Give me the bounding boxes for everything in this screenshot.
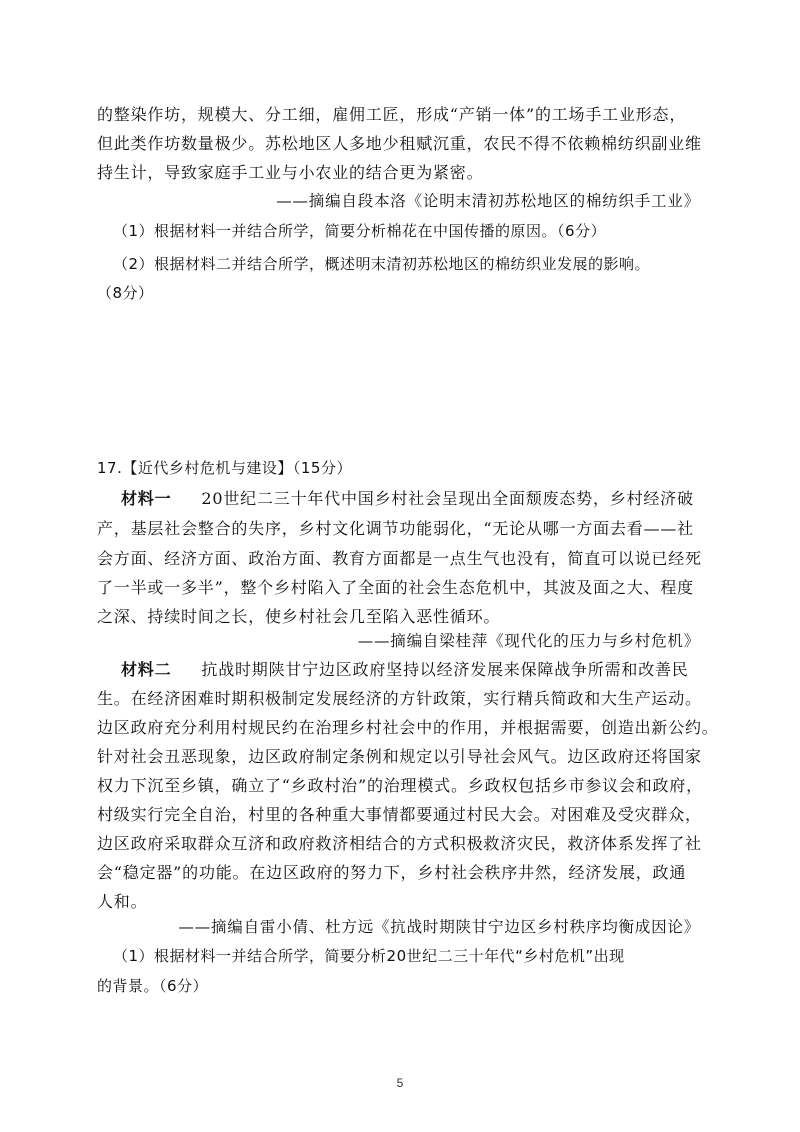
q17-material2-first-line <box>121 659 689 681</box>
material2-line: 边区政府充分利用村规民约在治理乡村社会中的作用，并根据需要，创造出新公约。 <box>97 718 719 737</box>
material2-line: 边区政府采取群众互济和政府救济相结合的方式积极救济灾民，救济体系发挥了社 <box>97 834 702 853</box>
material1-label: 材料一 <box>121 489 172 508</box>
q17-subquestion-1: （1）根据材料一并结合所学，简要分析20世纪二三十年代“乡村危机”出现 <box>113 947 625 965</box>
q17-material1-first-line <box>121 488 694 510</box>
q16-subquestion-1: （1）根据材料一并结合所学，简要分析棉花在中国传播的原因。（6分） <box>113 222 607 240</box>
material2-line: 村级实行完全自治，村里的各种重大事情都要通过村民大会。对困难及受灾群众， <box>97 805 702 824</box>
q17-heading: 17.【近代乡村危机与建设】（15分） <box>97 459 352 477</box>
material-prev-citation: ——摘编自段本洛《论明末清初苏松地区的棉纺织手工业》 <box>276 192 700 210</box>
material2-line: 人和。 <box>97 892 148 911</box>
material2-label: 材料二 <box>121 660 172 679</box>
material-prev-line: 持生计，导致家庭手工业与小农业的结合更为紧密。 <box>97 163 484 182</box>
material2-line: 生。在经济困难时期积极制定发展经济的方针政策，实行精兵简政和大生产运动。 <box>97 689 702 708</box>
material2-text: 抗战时期陕甘宁边区政府坚持以经济发展来保障战争所需和改善民 <box>201 660 689 679</box>
material1-citation: ——摘编自梁桂萍《现代化的压力与乡村危机》 <box>357 632 700 650</box>
q17-subquestion-1-cont: 的背景。（6分） <box>97 977 209 995</box>
material1-line: 会方面、经济方面、政治方面、教育方面都是一点生气也没有，简直可以说已经死 <box>97 549 702 568</box>
material1-text: 20世纪二三十年代中国乡村社会呈现出全面颓废态势，乡村经济破 <box>201 489 694 508</box>
material1-line: 之深、持续时间之长，使乡村社会几至陷入恶性循环。 <box>97 607 501 626</box>
material2-line: 会“稳定器”的功能。在边区政府的努力下，乡村社会秩序井然，经济发展，政通 <box>97 863 687 882</box>
material1-line: 了一半或一多半”，整个乡村陷入了全面的社会生态危机中，其波及面之大、程度 <box>97 578 694 597</box>
material-prev-line: 的整染作坊，规模大、分工细，雇佣工匠，形成“产销一体”的工场手工业形态， <box>97 105 687 124</box>
material2-line: 针对社会丑恶现象，边区政府制定条例和规定以引导社会风气。边区政府还将国家 <box>97 747 702 766</box>
material2-citation: ——摘编自雷小倩、杜方远《抗战时期陕甘宁边区乡村秩序均衡成因论》 <box>178 918 700 936</box>
material2-line: 权力下沉至乡镇，确立了“乡政村治”的治理模式。乡政权包括乡市参议会和政府， <box>97 776 703 795</box>
material1-line: 产，基层社会整合的失序，乡村文化调节功能弱化，“无论从哪一方面去看——社 <box>97 519 694 538</box>
q16-subquestion-2: （2）根据材料二并结合所学，概述明末清初苏松地区的棉纺织业发展的影响。 <box>113 255 651 273</box>
q16-subquestion-2-cont: （8分） <box>97 284 154 302</box>
material-prev-line: 但此类作坊数量极少。苏松地区人多地少租赋沉重，农民不得不依赖棉纺织副业维 <box>97 134 702 153</box>
page-number: 5 <box>396 1076 404 1090</box>
